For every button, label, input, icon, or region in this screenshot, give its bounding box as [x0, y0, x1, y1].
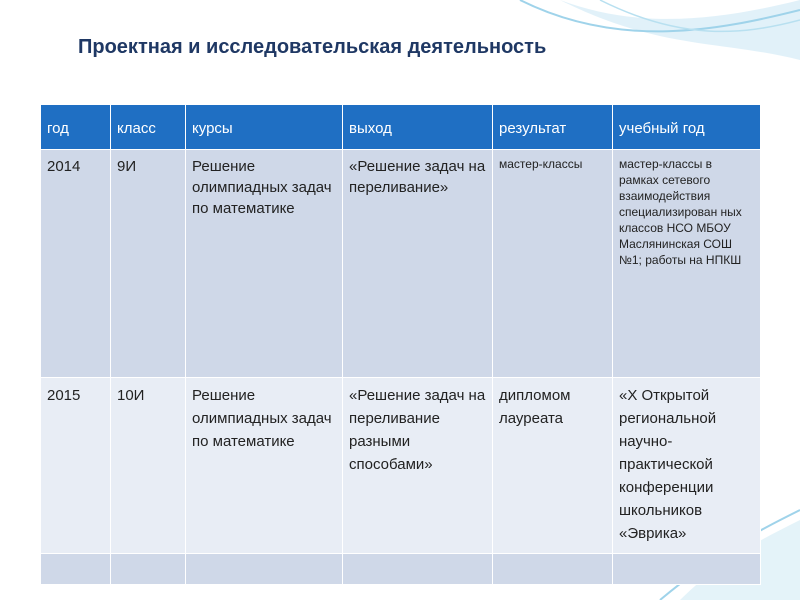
cell-class: 10И: [111, 378, 186, 554]
activity-table: [40, 104, 761, 585]
page-title: Проектная и исследовательская деятельность: [78, 36, 547, 58]
cell-result: мастер-классы: [493, 150, 613, 378]
header-result: результат: [493, 105, 613, 150]
cell-class: [111, 554, 186, 585]
cell-year: 2015: [41, 378, 111, 554]
cell-output: «Решение задач на переливание»: [343, 150, 493, 378]
cell-year: [41, 554, 111, 585]
cell-result: [493, 554, 613, 585]
header-year: год: [41, 105, 111, 150]
header-class: класс: [111, 105, 186, 150]
header-courses: курсы: [186, 105, 343, 150]
cell-academic-year: мастер-классы в рамках сетевого взаимодействия специализирован ных классов НСО МБОУ Маслянинская СОШ №1; работы на НПКШ: [613, 150, 761, 378]
table-row: [41, 378, 761, 554]
cell-academic-year: «X Открытой региональной научно-практической конференции школьников «Эврика»: [613, 378, 761, 554]
cell-result: дипломом лауреата: [493, 378, 613, 554]
cell-class: 9И: [111, 150, 186, 378]
cell-courses: Решение олимпиадных задач по математике: [186, 150, 343, 378]
cell-academic-year: [613, 554, 761, 585]
header-output: выход: [343, 105, 493, 150]
cell-year: 2014: [41, 150, 111, 378]
cell-output: «Решение задач на переливание разными способами»: [343, 378, 493, 554]
table-header-row: [41, 105, 761, 150]
cell-courses: [186, 554, 343, 585]
cell-output: [343, 554, 493, 585]
table-row: [41, 150, 761, 378]
cell-courses: Решение олимпиадных задач по математике: [186, 378, 343, 554]
header-academic-year: учебный год: [613, 105, 761, 150]
table-row: [41, 554, 761, 585]
